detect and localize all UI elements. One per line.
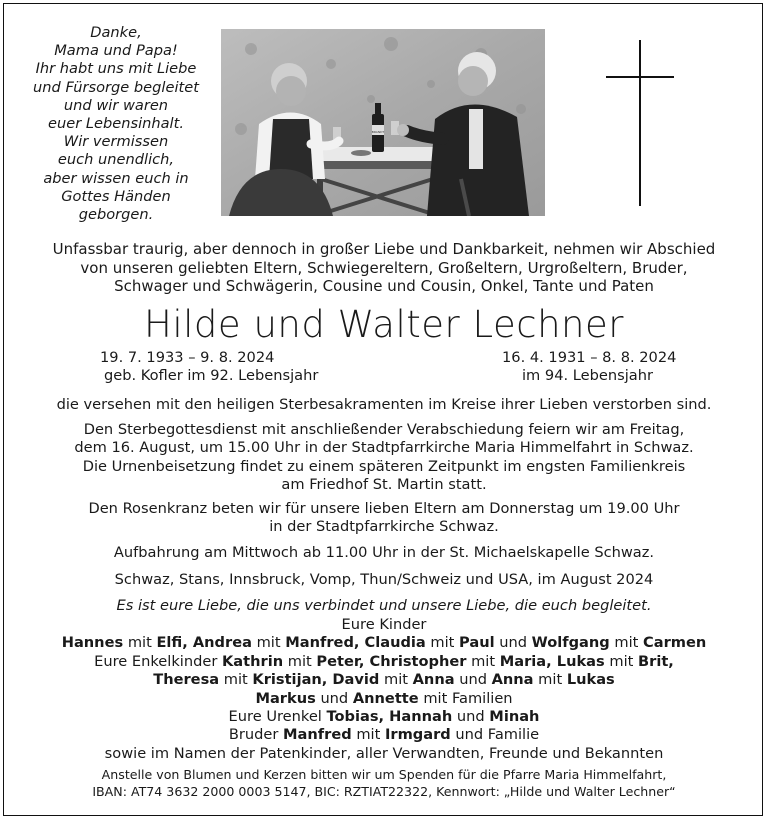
kid-name: Wolfgang — [531, 634, 610, 652]
hilde-life-dates: 19. 7. 1933 – 9. 8. 2024 — [100, 349, 275, 366]
intro-line: von unseren geliebten Eltern, Schwiegereltern, Großeltern, Urgroßeltern, Bruder, — [80, 258, 688, 277]
grandkid-name: Brit, — [638, 652, 674, 670]
brother-name: Manfred — [283, 726, 352, 744]
grandkid-name: Kathrin — [221, 652, 284, 670]
walter-dates — [502, 349, 676, 385]
mourners-list — [10, 616, 758, 763]
couple-photo-illustration — [221, 29, 545, 216]
poem-line: Ihr habt uns mit Liebe — [35, 60, 197, 78]
grandkid-name: Anna — [491, 671, 534, 689]
rosary-line: Den Rosenkranz beten wir für unsere lieben Eltern am Donnerstag um 19.00 Uhr — [88, 500, 680, 517]
grandkid-name: Markus — [255, 689, 316, 707]
walter-life-dates: 16. 4. 1931 – 8. 8. 2024 — [502, 349, 677, 366]
wine-label-text: BRANDT — [371, 130, 385, 134]
funeral-text — [10, 421, 758, 495]
conjunction: mit — [127, 634, 152, 652]
conjunction: mit — [256, 634, 281, 652]
viewing-text — [10, 544, 758, 562]
grandkids-line-1 — [10, 653, 758, 671]
quote-text — [10, 597, 758, 615]
grandkids-line-3 — [10, 690, 758, 708]
conjunction: und Familie — [455, 726, 540, 744]
kid-name: Paul — [459, 634, 495, 652]
greatgrandkids-heading: Eure Urenkel — [228, 708, 322, 726]
kid-name: Manfred, Claudia — [285, 634, 426, 652]
poem-line: Mama und Papa! — [54, 42, 178, 60]
conjunction: und — [320, 689, 349, 707]
cross-icon — [606, 40, 674, 206]
grandkid-name: Lukas — [566, 671, 615, 689]
greatgrandkid-name: Minah — [489, 708, 540, 726]
dedication-poem — [16, 24, 216, 224]
conjunction: und — [459, 671, 487, 689]
grandkid-name: Theresa — [153, 671, 220, 689]
conjunction: mit — [384, 671, 408, 689]
conjunction: mit — [609, 652, 634, 670]
funeral-line: Den Sterbegottesdienst mit anschließender Verabschiedung feiern wir am Freitag, — [83, 421, 685, 438]
funeral-line: Die Urnenbeisetzung findet zu einem späteren Zeitpunkt im engsten Familienkreis — [82, 457, 686, 475]
hilde-dates — [100, 349, 318, 385]
grandkids-line-2 — [10, 671, 758, 689]
donation-footer — [10, 767, 758, 800]
poem-line: euer Lebensinhalt. — [48, 115, 184, 133]
sacraments-text — [10, 396, 758, 414]
greatgrandkid-name: Tobias, Hannah — [326, 708, 453, 726]
deceased-names: Hilde und Walter Lechner — [144, 303, 624, 346]
conjunction: mit — [356, 726, 381, 744]
intro-text — [20, 240, 748, 296]
grandkid-name: Anna — [412, 671, 455, 689]
conjunction: mit — [471, 652, 496, 670]
grandkid-name: Peter, Christopher — [316, 652, 467, 670]
poem-line: und wir waren — [63, 96, 169, 114]
poem-line: geborgen. — [78, 206, 154, 224]
viewing-line: Aufbahrung am Mittwoch ab 11.00 Uhr in der St. Michaelskapelle Schwaz. — [113, 544, 655, 561]
funeral-line: dem 16. August, um 15.00 Uhr in der Stadtpfarrkirche Maria Himmelfahrt in Schwaz. — [74, 439, 694, 457]
footer-line: IBAN: AT74 3632 2000 0003 5147, BIC: RZTIAT22322, Kennwort: „Hilde und Walter Lechner“ — [92, 783, 676, 799]
poem-line: Gottes Händen — [61, 187, 171, 205]
others-line: sowie im Namen der Patenkinder, aller Verwandten, Freunde und Bekannten — [104, 744, 664, 762]
kid-name: Carmen — [643, 634, 707, 652]
couple-photo — [221, 29, 545, 216]
intro-line: Unfassbar traurig, aber dennoch in großer Liebe und Dankbarkeit, nehmen wir Abschied — [52, 240, 716, 258]
poem-line: aber wissen euch in — [43, 169, 189, 187]
brother-heading: Bruder — [228, 726, 279, 744]
conjunction: mit — [430, 634, 455, 652]
footer-line: Anstelle von Blumen und Kerzen bitten wir um Spenden für die Pfarre Maria Himmelfahrt, — [101, 767, 667, 782]
sacraments-line: die versehen mit den heiligen Sterbesakramenten im Kreise ihrer Lieben verstorben sind. — [56, 396, 712, 413]
kid-name: Hannes — [61, 634, 124, 652]
grandkid-name: Annette — [352, 689, 419, 707]
hilde-age-note: geb. Kofler im 92. Lebensjahr — [104, 367, 319, 384]
quote-line: Es ist eure Liebe, die uns verbindet und unsere Liebe, die euch begleitet. — [116, 597, 652, 614]
greatgrandkids-line — [10, 708, 758, 726]
conjunction: mit — [614, 634, 639, 652]
brother-line — [10, 726, 758, 744]
brother-name: Irmgard — [384, 726, 451, 744]
conjunction: mit Familien — [423, 689, 513, 707]
grandkid-name: Kristijan, David — [252, 671, 380, 689]
funeral-line: am Friedhof St. Martin statt. — [281, 476, 487, 494]
intro-line: Schwager und Schwägerin, Cousine und Cousin, Onkel, Tante und Paten — [114, 277, 654, 296]
poem-line: Wir vermissen — [63, 133, 169, 151]
grandkid-name: Maria, Lukas — [499, 652, 605, 670]
conjunction: mit — [287, 652, 312, 670]
rosary-line: in der Stadtpfarrkirche Schwaz. — [269, 518, 499, 536]
poem-line: Danke, — [90, 24, 142, 41]
poem-line: und Fürsorge begleitet — [33, 78, 199, 96]
conjunction: und — [499, 634, 527, 652]
poem-line: euch unendlich, — [57, 151, 175, 169]
grandkids-heading: Eure Enkelkinder — [94, 652, 218, 670]
kid-name: Elfi, Andrea — [156, 634, 252, 652]
conjunction: mit — [538, 671, 563, 689]
kids-heading: Eure Kinder — [341, 616, 427, 633]
conjunction: und — [456, 708, 485, 726]
places-date-line: Schwaz, Stans, Innsbruck, Vomp, Thun/Schweiz und USA, im August 2024 — [114, 571, 654, 588]
walter-age-note: im 94. Lebensjahr — [522, 367, 653, 384]
conjunction: mit — [223, 671, 248, 689]
places-date-text — [10, 571, 758, 589]
rosary-text — [10, 500, 758, 537]
kids-line — [10, 634, 758, 652]
